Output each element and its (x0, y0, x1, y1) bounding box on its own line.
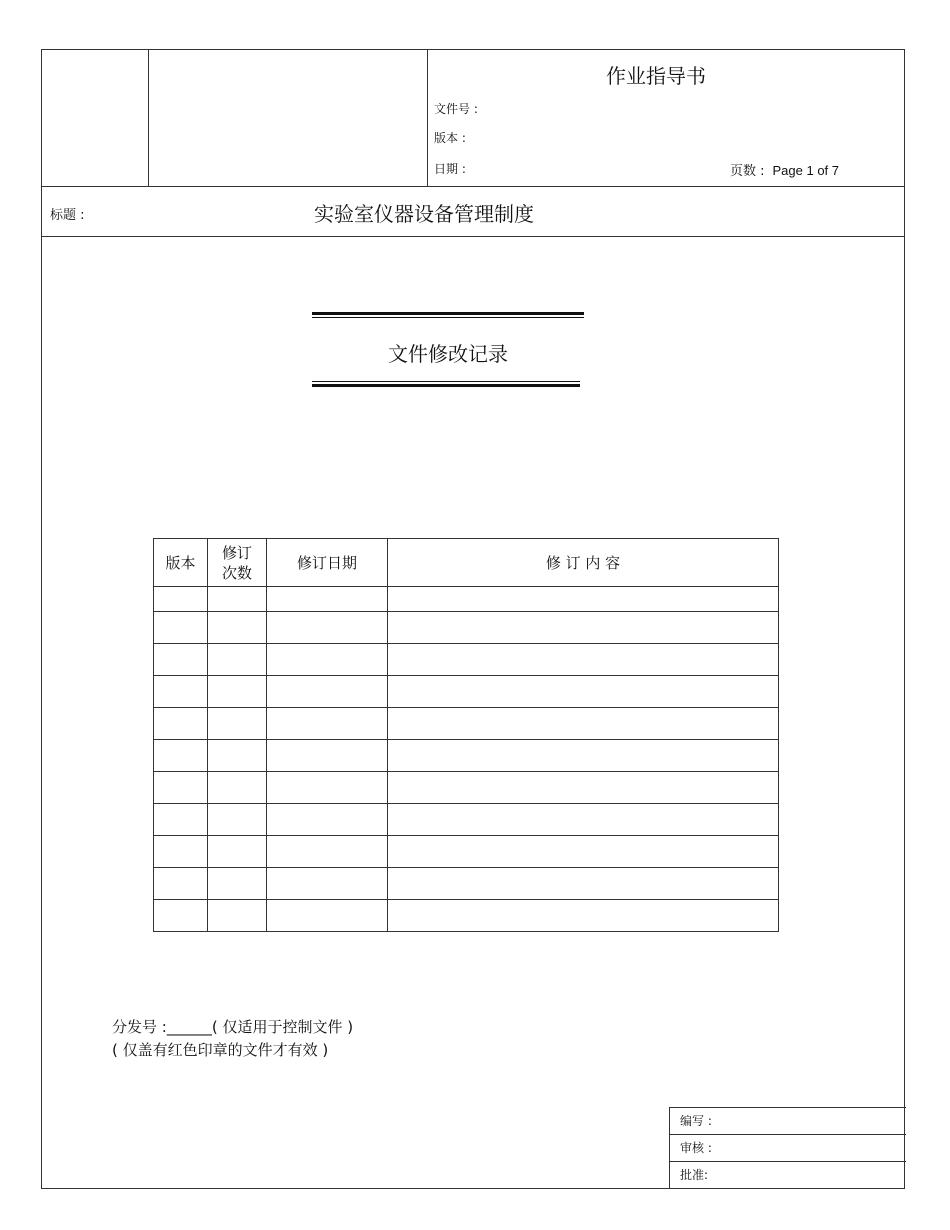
table-cell (388, 708, 779, 740)
reviewer-label: 审核 : (670, 1134, 906, 1161)
table-row (154, 868, 779, 900)
table-cell (208, 644, 267, 676)
table-cell (267, 676, 388, 708)
table-cell (388, 868, 779, 900)
top-rule (312, 312, 584, 315)
table-cell (154, 772, 208, 804)
table-row (154, 804, 779, 836)
revision-record-title: 文件修改记录 (388, 342, 508, 366)
table-cell (154, 900, 208, 932)
table-row (154, 587, 779, 612)
version-label: 版本 : (434, 131, 466, 145)
doc-info-cell (428, 50, 904, 186)
col-revision-date: 修订日期 (267, 539, 388, 587)
table-row (154, 708, 779, 740)
revision-table (153, 538, 779, 932)
col-revision-count: 修订 次数 (208, 539, 267, 587)
table-cell (208, 868, 267, 900)
distribution-note (112, 1016, 353, 1062)
table-cell (208, 612, 267, 644)
document-header (42, 50, 904, 187)
table-cell (154, 836, 208, 868)
table-cell (267, 868, 388, 900)
table-cell (154, 644, 208, 676)
table-cell (208, 676, 267, 708)
signoff-box (669, 1107, 906, 1188)
table-cell (154, 587, 208, 612)
doc-number-label: 文件号 : (434, 102, 478, 116)
table-cell (154, 708, 208, 740)
table-row (154, 836, 779, 868)
table-cell (154, 740, 208, 772)
distribution-validity-note: ( 仅盖有红色印章的文件才有效 ) (112, 1041, 329, 1059)
table-cell (267, 708, 388, 740)
logo-cell (42, 50, 149, 186)
col-revision-content: 修 订 内 容 (388, 539, 779, 587)
table-cell (267, 740, 388, 772)
table-row (154, 772, 779, 804)
bottom-rule-thin (312, 381, 580, 382)
table-cell (267, 900, 388, 932)
doc-type: 作业指导书 (606, 64, 706, 88)
approver-label: 批准: (670, 1161, 906, 1188)
table-cell (388, 587, 779, 612)
table-cell (388, 644, 779, 676)
document-title: 实验室仪器设备管理制度 (314, 202, 534, 226)
top-rule-thin (312, 317, 584, 318)
table-row (154, 612, 779, 644)
table-cell (154, 676, 208, 708)
title-label: 标题 : (50, 208, 85, 223)
table-cell (267, 772, 388, 804)
distribution-number: 分发号 :______( 仅适用于控制文件 ) (112, 1018, 354, 1036)
pages-value: Page 1 of 7 (772, 163, 840, 178)
table-row (154, 676, 779, 708)
table-cell (267, 644, 388, 676)
table-cell (267, 836, 388, 868)
table-cell (388, 836, 779, 868)
table-cell (388, 900, 779, 932)
table-cell (208, 804, 267, 836)
table-cell (208, 900, 267, 932)
table-cell (208, 587, 267, 612)
table-cell (388, 612, 779, 644)
author-label: 编写 : (670, 1107, 906, 1134)
table-cell (388, 740, 779, 772)
col-version: 版本 (154, 539, 208, 587)
table-row (154, 740, 779, 772)
bottom-rule (312, 384, 580, 387)
table-cell (154, 868, 208, 900)
page-count (730, 160, 839, 179)
table-cell (388, 772, 779, 804)
revision-table-header (154, 539, 779, 587)
table-row (154, 644, 779, 676)
date-label: 日期 : (434, 162, 466, 176)
table-cell (267, 804, 388, 836)
table-cell (154, 804, 208, 836)
company-cell (149, 50, 428, 186)
table-cell (388, 676, 779, 708)
title-bar (42, 186, 904, 237)
table-cell (267, 587, 388, 612)
table-cell (388, 804, 779, 836)
table-cell (154, 612, 208, 644)
table-cell (208, 708, 267, 740)
table-cell (208, 836, 267, 868)
table-cell (208, 740, 267, 772)
table-cell (267, 612, 388, 644)
pages-label: 页数 : (730, 164, 765, 179)
table-cell (208, 772, 267, 804)
table-row (154, 900, 779, 932)
document-frame (41, 49, 905, 1189)
